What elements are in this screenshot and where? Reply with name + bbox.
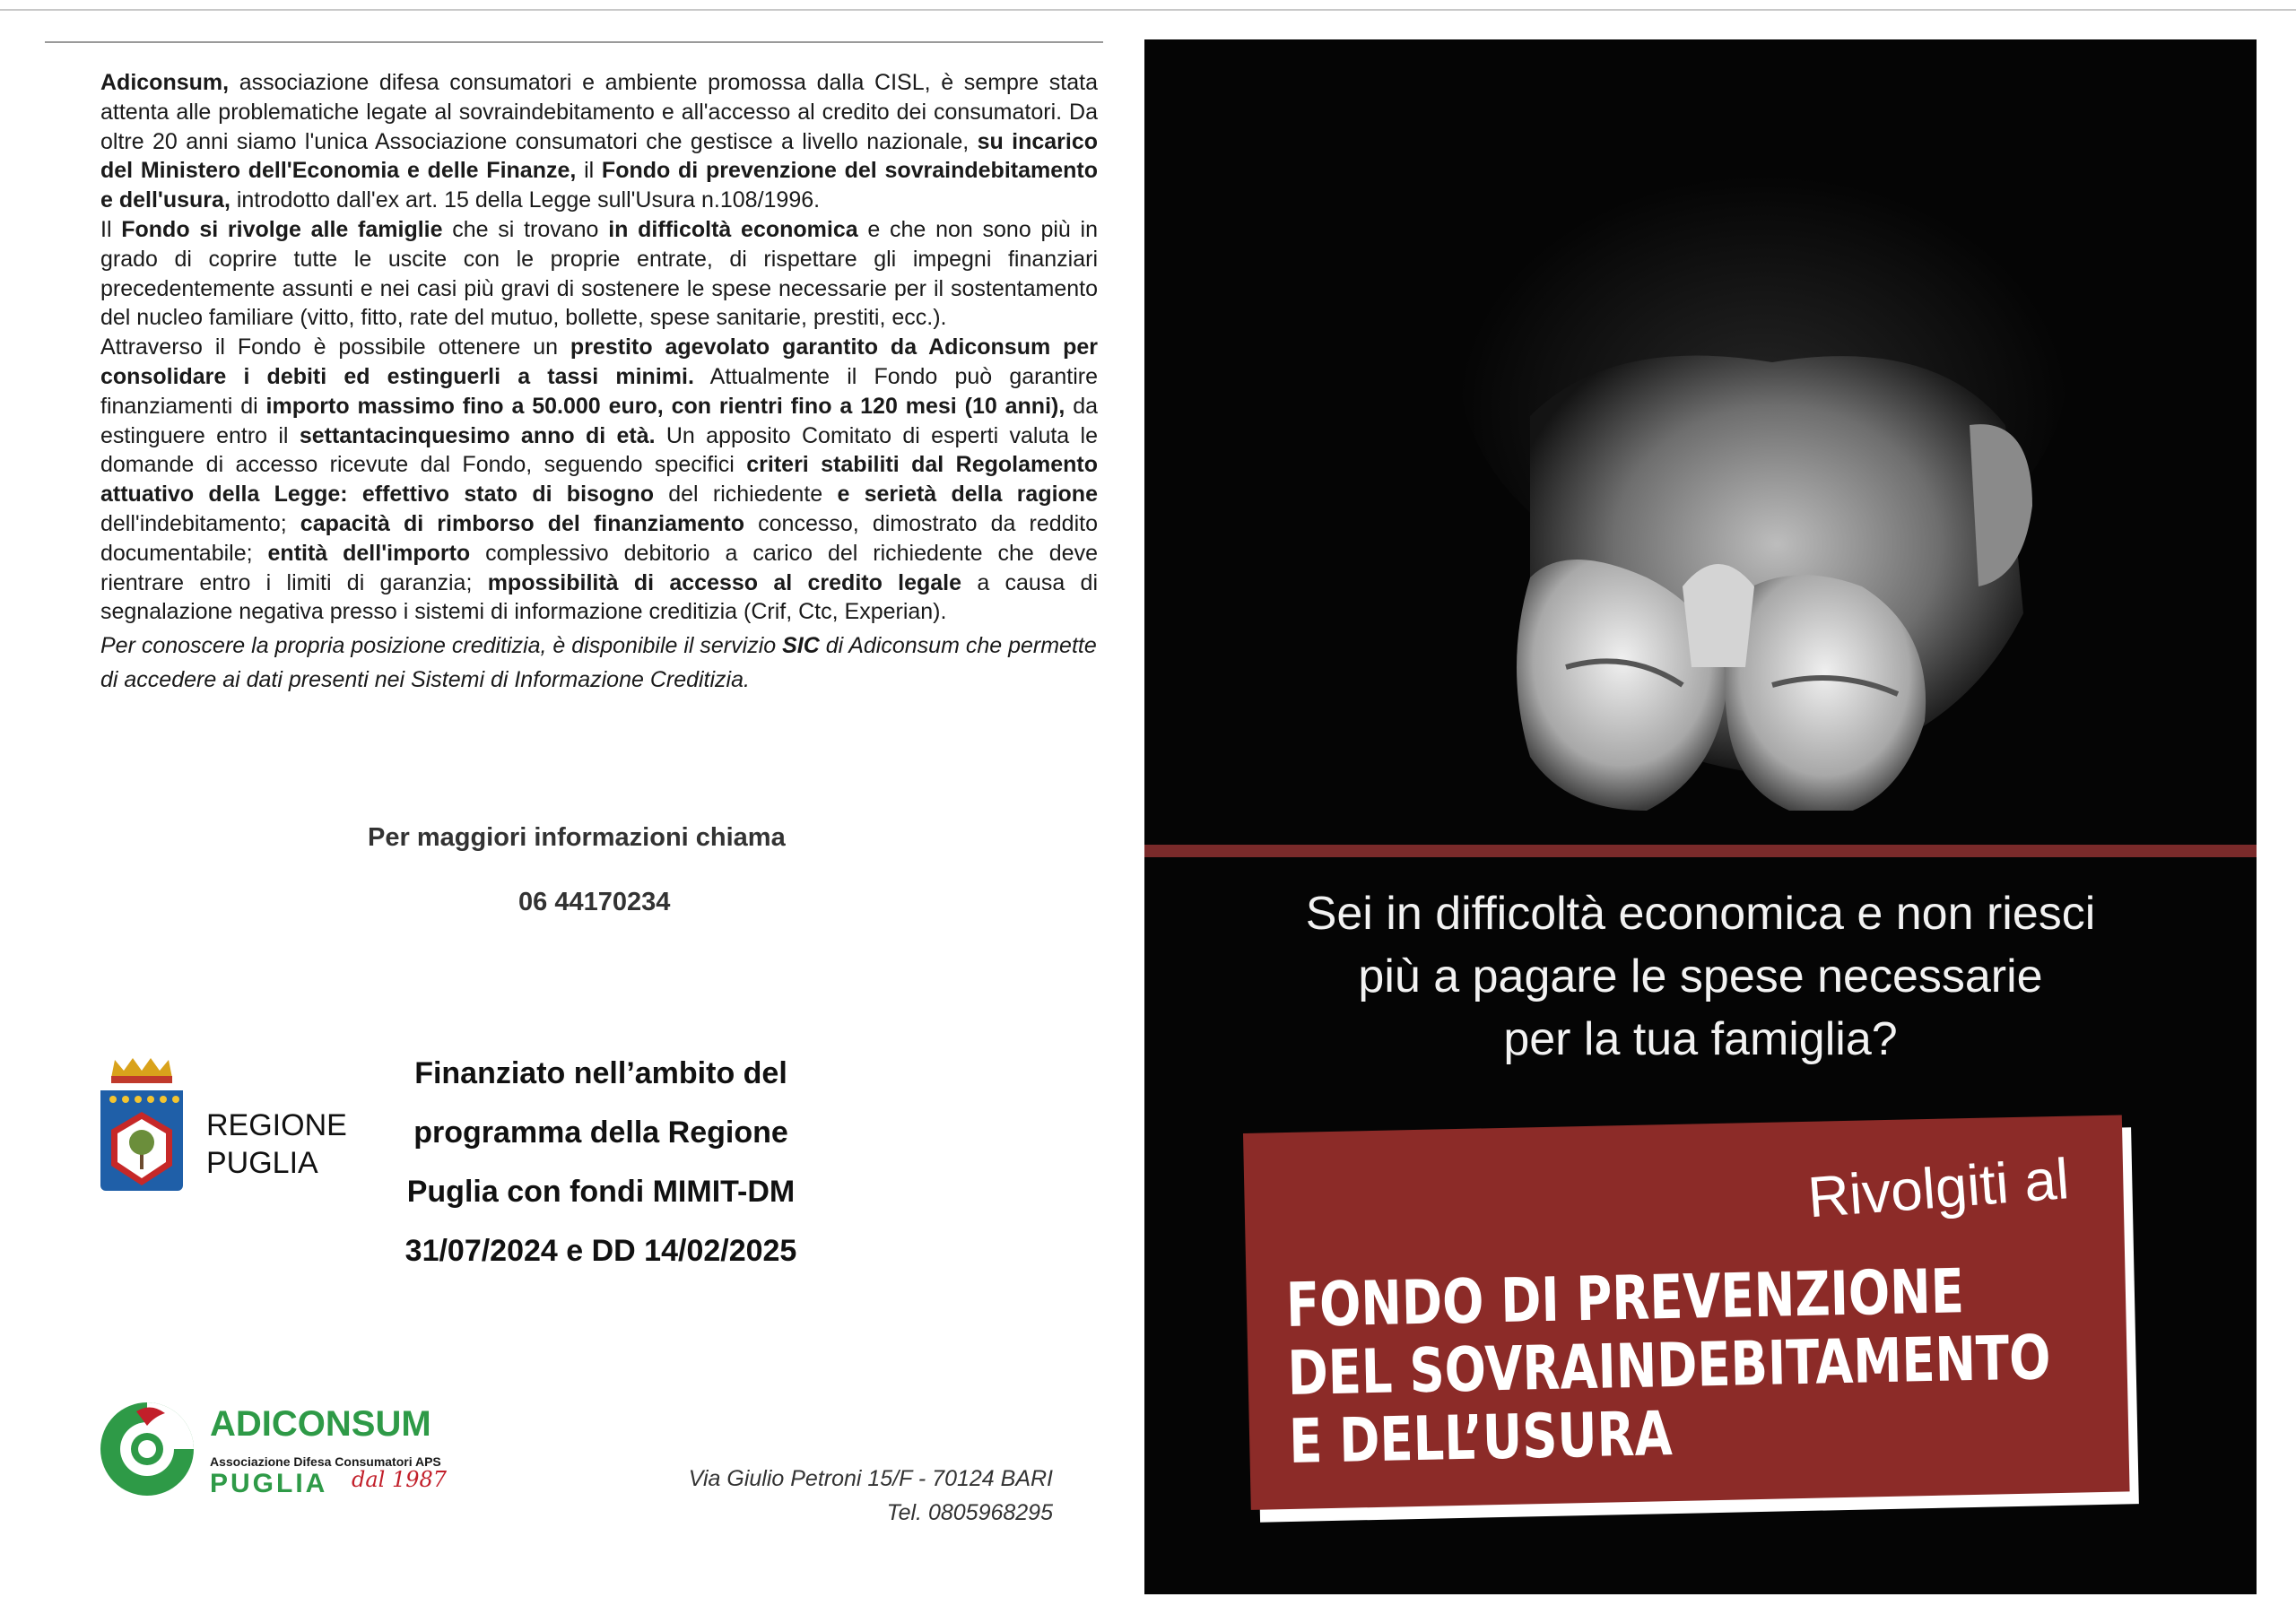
text-span: e che non sono più in grado di coprire tutte le uscite con le proprie entrate, di rispettare gli impegni finanziari precedentemente assunti e nei casi più gravi di sostenere le spese necessarie per il sostentamento del nucleo familiare (vitto, fitto, rate del mutuo, bollette, spese sanitarie, prestiti, ecc.).: [100, 216, 1099, 331]
text-line: E DELL’USURA: [1288, 1399, 1674, 1478]
text-span: Fondo si rivolge alle famiglie: [121, 216, 443, 242]
text-line: 31/07/2024 e DD 14/02/2025: [404, 1234, 797, 1268]
text-span: importo massimo fino a 50.000 euro, con rientri fino a 120 mesi (10 anni),: [265, 393, 1065, 419]
text-span: concesso, dimostrato da reddito documentabile;: [100, 510, 1098, 566]
text-line: più a pagare le spese necessarie: [1358, 950, 2043, 1002]
text-span: da estinguere entro il: [100, 393, 1099, 448]
text-span: che si trovano: [442, 216, 609, 242]
poster-question: [1144, 882, 2257, 1071]
intro-paragraph-3: [100, 333, 1098, 627]
callout-cta: Rivolgiti al: [1805, 1146, 2072, 1230]
text-line: Sei in difficoltà economica e non riesci: [1305, 888, 2096, 940]
text-line: DEL SOVRAINDEBITAMENTO: [1286, 1323, 2052, 1410]
poster-panel: [1144, 39, 2257, 1594]
text-span: dell'indebitamento;: [100, 510, 300, 536]
contact-title: Per maggiori informazioni chiama: [368, 823, 786, 852]
text-span: SIC: [782, 633, 820, 659]
fund-name: [1285, 1256, 2053, 1477]
left-top-rule: [45, 41, 1103, 43]
text-span: Il: [100, 216, 122, 242]
intro-paragraph-1: [100, 68, 1098, 215]
sic-paragraph: [100, 629, 1098, 697]
address-line: Via Giulio Petroni 15/F - 70124 BARI: [688, 1466, 1053, 1491]
adiconsum-since: dal 1987: [352, 1467, 448, 1492]
text-span: il: [576, 158, 602, 184]
text-line: Puglia con fondi MIMIT-DM: [406, 1175, 796, 1209]
funding-note: [350, 1044, 852, 1280]
text-span: Fondo di prevenzione del sovraindebitamento e dell'usura,: [100, 158, 1099, 213]
text-line: per la tua famiglia?: [1503, 1013, 1898, 1065]
adiconsum-region: PUGLIA: [210, 1469, 328, 1498]
adiconsum-name: ADICONSUM: [210, 1404, 431, 1444]
text-span: Attualmente il Fondo può garantire finanziamenti di: [100, 363, 1098, 419]
address-block: [689, 1462, 1053, 1530]
info-column: [100, 68, 1098, 697]
text-line: programma della Regione: [413, 1115, 788, 1150]
regione-puglia-emblem-icon: [97, 1055, 187, 1194]
text-span: associazione difesa consumatori e ambiente promossa dalla CISL, è sempre stata attenta alle problematiche legate al sovraindebitamento e all'accesso al credito dei consumatori. Da oltre 20 anni siamo l'unica Associazione consumatori che gestisce a livello nazionale,: [100, 70, 1098, 154]
text-span: settantacinquesimo anno di età.: [299, 422, 656, 448]
intro-paragraph-2: [100, 215, 1098, 333]
regione-puglia-label: [206, 1107, 347, 1182]
adiconsum-logo-icon: [97, 1399, 197, 1499]
text-line: PUGLIA: [206, 1146, 318, 1180]
text-span: Per conoscere la propria posizione creditizia, è disponibile il servizio: [100, 633, 783, 659]
text-span: di Adiconsum che permette di accedere ai dati presenti nei Sistemi di Informazione Creditizia.: [100, 633, 1097, 693]
text-line: Finanziato nell’ambito del: [414, 1056, 787, 1090]
text-span: Un apposito Comitato di esperti valuta le domande di accesso ricevute dal Fondo, seguendo specifici: [100, 422, 1098, 478]
text-span: su incarico del Ministero dell'Economia e delle Finanze,: [100, 128, 1098, 184]
telephone-line: Tel. 0805968295: [886, 1500, 1053, 1525]
adiconsum-subtitle: Associazione Difesa Consumatori APS: [210, 1454, 441, 1469]
text-span: mpossibilità di accesso al credito legale: [487, 569, 962, 595]
distressed-man-photo: [1144, 39, 2257, 850]
text-span: in difficoltà economica: [608, 216, 858, 242]
text-span: e serietà della ragione: [837, 482, 1098, 508]
text-span: criteri stabiliti dal Regolamento attuativo della Legge: effettivo stato di bisogno: [100, 452, 1098, 508]
text-span: introdotto dall'ex art. 15 della Legge sull'Usura n.108/1996.: [230, 187, 821, 213]
text-span: a causa di segnalazione negativa presso i sistemi di informazione creditizia (Crif, Ctc, Experian).: [100, 569, 1098, 625]
text-line: FONDO DI PREVENZIONE: [1285, 1256, 1965, 1342]
text-span: Attraverso il Fondo è possibile ottenere un: [100, 334, 570, 360]
text-span: capacità di rimborso del finanziamento: [300, 510, 745, 536]
text-line: REGIONE: [206, 1108, 347, 1142]
contact-phone: 06 44170234: [518, 888, 671, 916]
text-span: del richiedente: [654, 482, 838, 508]
text-span: complessivo debitorio a carico del richiedente che deve rientrare entro i limiti di garanzia;: [100, 540, 1098, 595]
fund-callout-box: [1243, 1115, 2130, 1509]
text-span: Adiconsum,: [100, 70, 230, 95]
text-span: prestito agevolato garantito da Adiconsum per consolidare i debiti ed estinguerli a tassi minimi.: [100, 334, 1098, 389]
page-top-rule: [0, 9, 2296, 11]
text-span: entità dell'importo: [267, 540, 471, 566]
red-divider: [1144, 845, 2257, 857]
